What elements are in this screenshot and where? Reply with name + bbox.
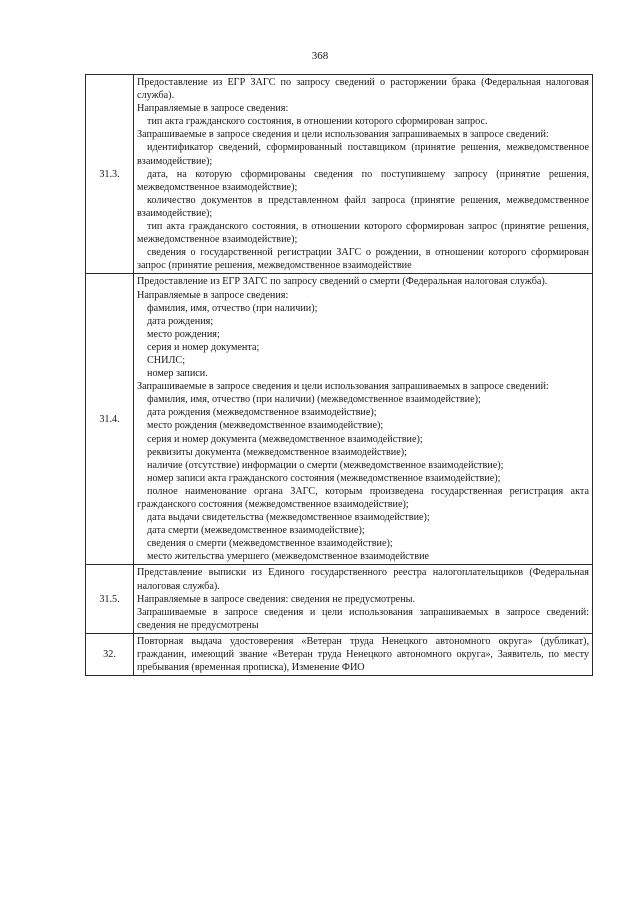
table-body: [86, 75, 593, 676]
row-number: 31.5.: [86, 565, 134, 633]
indented-paragraph: номер записи акта гражданского состояния (межведомственное взаимодействие);: [147, 472, 501, 484]
indented-paragraph: дата рождения (межведомственное взаимодействие);: [147, 407, 377, 419]
row-content: [134, 565, 593, 633]
indented-paragraph: СНИЛС;: [147, 354, 186, 366]
page-number: 368: [311, 50, 329, 62]
indented-paragraph: серия и номер документа (межведомственное взаимодействие);: [147, 433, 423, 445]
table-row: [86, 75, 593, 274]
indented-paragraph: тип акта гражданского состояния, в отношении которого сформирован запрос.: [147, 116, 488, 128]
paragraph: Запрашиваемые в запросе сведения и цели использования запрашиваемых в запросе сведений:: [137, 381, 549, 393]
paragraph: Направляемые в запросе сведения:: [137, 289, 289, 301]
row-content: [134, 274, 593, 565]
indented-paragraph: количество документов в представленном файл запроса (принятие решения, межведомственное взаимодействие);: [137, 194, 589, 219]
indented-paragraph: сведения о государственной регистрации ЗАГС о рождении, в отношении которого сформирован запрос (принятие решения, межведомственное взаимодействие: [137, 247, 589, 272]
indented-paragraph: фамилия, имя, отчество (при наличии) (межведомственное взаимодействие);: [147, 394, 481, 406]
table-row: [86, 274, 593, 565]
table-row: [86, 565, 593, 633]
row-number: 31.4.: [86, 274, 134, 565]
indented-paragraph: полное наименование органа ЗАГС, которым произведена государственная регистрация акта гражданского состояния (межведомственное взаимодействие);: [137, 485, 589, 510]
indented-paragraph: дата смерти (межведомственное взаимодействие);: [147, 525, 365, 537]
indented-paragraph: фамилия, имя, отчество (при наличии);: [147, 302, 318, 314]
services-table: [85, 74, 593, 676]
row-content: [134, 633, 593, 675]
indented-paragraph: идентификатор сведений, сформированный поставщиком (принятие решения, межведомственное взаимодействие);: [137, 142, 589, 167]
indented-paragraph: тип акта гражданского состояния, в отношении которого сформирован запрос (принятие решения, межведомственное взаимодействие);: [137, 221, 589, 246]
indented-paragraph: наличие (отсутствие) информации о смерти (межведомственное взаимодействие);: [147, 459, 504, 471]
indented-paragraph: серия и номер документа;: [147, 341, 260, 353]
paragraph: Запрашиваемые в запросе сведения и цели использования запрашиваемых в запросе сведений:: [137, 129, 549, 141]
indented-paragraph: место рождения (межведомственное взаимодействие);: [147, 420, 384, 432]
row-number: 32.: [86, 633, 134, 675]
indented-paragraph: место рождения;: [147, 328, 220, 340]
indented-paragraph: реквизиты документа (межведомственное взаимодействие);: [147, 446, 407, 458]
indented-paragraph: дата выдачи свидетельства (межведомственное взаимодействие);: [147, 512, 430, 524]
indented-paragraph: сведения о смерти (межведомственное взаимодействие);: [147, 538, 393, 550]
paragraph: Направляемые в запросе сведения:: [137, 103, 289, 115]
row-number: 31.3.: [86, 75, 134, 274]
indented-paragraph: дата, на которую сформированы сведения по поступившему запросу (принятие решения, межведомственное взаимодействие);: [137, 168, 589, 193]
paragraph: Направляемые в запросе сведения: сведения не предусмотрены.: [137, 593, 416, 605]
row-content: [134, 75, 593, 274]
paragraph: Повторная выдача удостоверения «Ветеран труда Ненецкого автономного округа» (дубликат), гражданин, имеющий звание «Ветеран труда Ненецкого автономного округа», Заявитель, по месту пребывания (временная прописка), Изменение ФИО: [137, 635, 589, 674]
indented-paragraph: место жительства умершего (межведомственное взаимодействие: [147, 551, 430, 563]
indented-paragraph: номер записи.: [147, 368, 208, 380]
paragraph: Предоставление из ЕГР ЗАГС по запросу сведений о расторжении брака (Федеральная налоговая служба).: [137, 77, 589, 102]
paragraph: Представление выписки из Единого государственного реестра налогоплательщиков (Федеральная налоговая служба).: [137, 567, 589, 592]
paragraph: Предоставление из ЕГР ЗАГС по запросу сведений о смерти (Федеральная налоговая служба).: [137, 276, 548, 288]
indented-paragraph: дата рождения;: [147, 315, 214, 327]
table-row: [86, 633, 593, 675]
paragraph: Запрашиваемые в запросе сведения и цели использования запрашиваемых в запросе сведений: сведения не предусмотрены: [137, 606, 589, 631]
